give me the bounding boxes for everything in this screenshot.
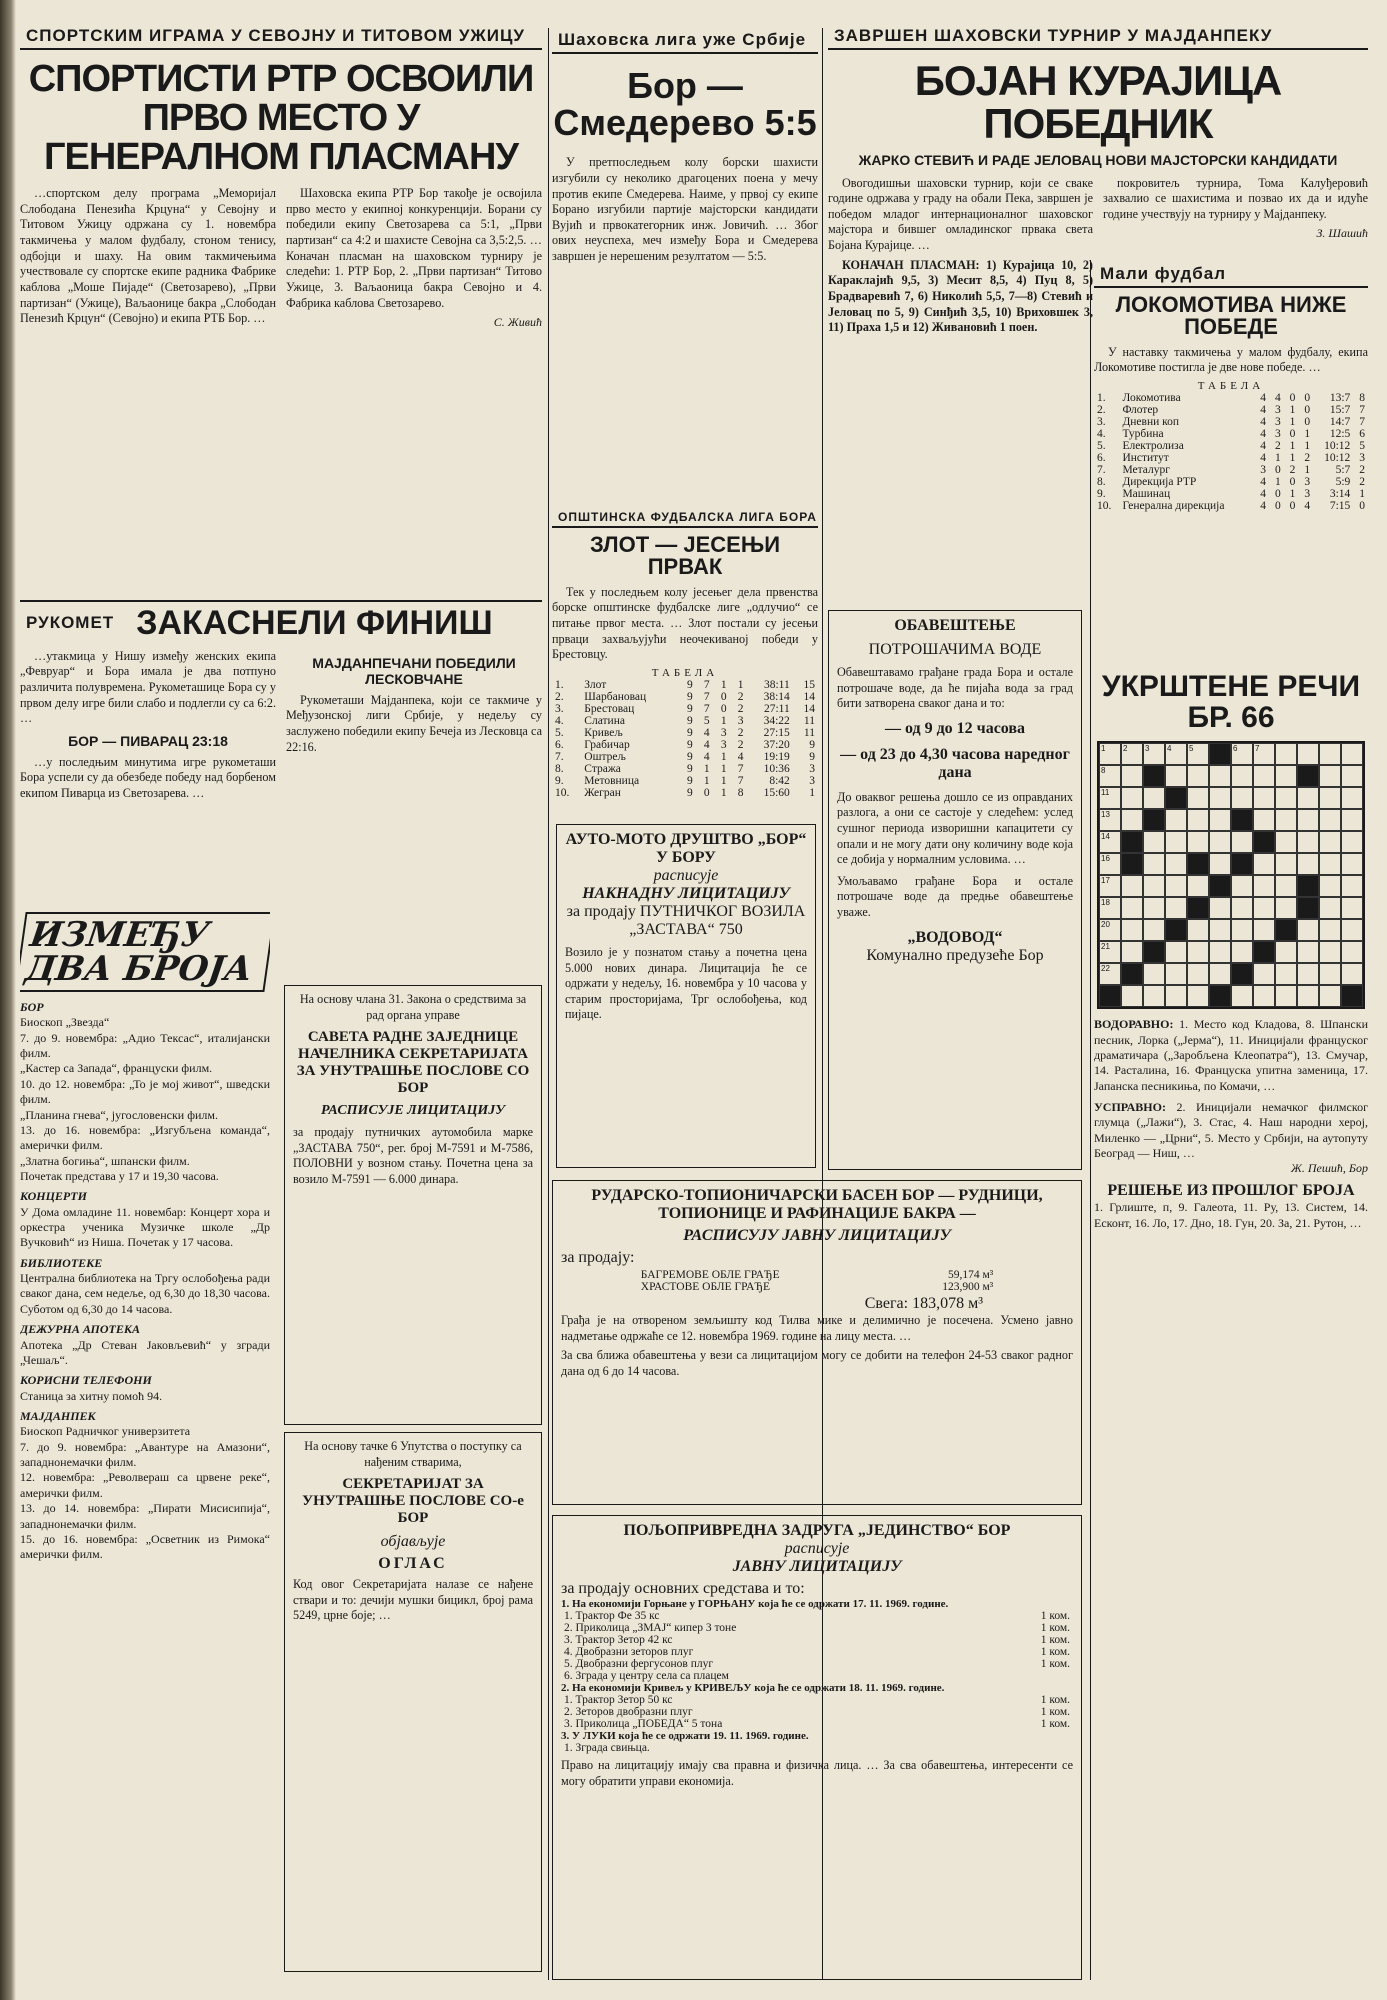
crossword-cell[interactable] (1319, 919, 1341, 941)
agri-kind: ЈАВНУ ЛИЦИТАЦИЈУ (732, 1558, 902, 1575)
crossword-cell[interactable] (1253, 919, 1275, 941)
minifootball-body: У наставку такмичења у малом фудбалу, екипа Локомотиве постигла је две нове победе. … (1094, 344, 1368, 375)
minifootball-article (1094, 262, 1368, 662)
crossword-across: ВОДОРАВНО: 1. Место код Кладова, 8. Шпански песник, Лорка („Јерма“), 11. Иницијали француског драматичара („Заробљена Клеопатра“), 13. Смучар, 14. Расталина, 16. Француска упитна заменица, 17. Јапанска песникиња, по Комачи, … (1094, 1017, 1368, 1093)
chess-league-kicker: Шаховска лига уже Србије (552, 28, 818, 54)
crossword-cell[interactable] (1319, 963, 1341, 985)
agri-title: ПОЉОПРИВРЕДНА ЗАДРУГА „ЈЕДИНСТВО“ БОР (623, 1522, 1011, 1539)
tournament-headline: БОЈАН КУРАЈИЦА ПОБЕДНИК (914, 57, 1282, 147)
crossword-cell[interactable] (1341, 853, 1363, 875)
mining-lead: за продају: (561, 1249, 635, 1266)
crossword-cell[interactable] (1341, 897, 1363, 919)
crossword-cell[interactable] (1297, 941, 1319, 963)
crossword-cell[interactable] (1341, 963, 1363, 985)
crossword-black-cell (1143, 809, 1165, 831)
crossword-black-cell (1253, 941, 1275, 963)
crossword-cell[interactable] (1341, 765, 1363, 787)
oglas-verb: објављује (380, 1533, 446, 1551)
crossword-cell[interactable] (1231, 765, 1253, 787)
crossword-cell[interactable] (1341, 941, 1363, 963)
crossword-cell[interactable] (1319, 875, 1341, 897)
crossword-cell[interactable] (1319, 809, 1341, 831)
listing-item: „Златна богиња“, шпански филм. (20, 1153, 190, 1168)
tournament-kicker: ЗАВРШЕН ШАХОВСКИ ТУРНИР У МАЈДАНПЕКУ (828, 24, 1368, 50)
crossword-black-cell (1187, 853, 1209, 875)
crossword-cell[interactable] (1231, 897, 1253, 919)
crossword-cell[interactable]: 18 (1099, 897, 1121, 919)
crossword-cell[interactable]: 22 (1099, 963, 1121, 985)
crossword-cell[interactable]: 6 (1231, 743, 1253, 765)
crossword-cell[interactable] (1165, 985, 1187, 1007)
mining-item: ХРАСТОВЕ ОБЛЕ ГРАЂЕ 123,900 м³ (640, 1281, 994, 1293)
agri-item: 6. Зграда у центру села са плацем (564, 1670, 729, 1682)
crossword-cell[interactable] (1231, 985, 1253, 1007)
crossword-cell[interactable] (1275, 897, 1297, 919)
crossword-cell[interactable] (1253, 985, 1275, 1007)
football-table-row: 7. Оштрељ 9 4 1 4 19:19 9 (555, 750, 815, 763)
handball-body2: …у последњим минутима игре рукометаши Бора успели су да обезбеде победу над борбеном екипом Пиварца из Светозарева. … (20, 754, 276, 800)
agri-body: Право на лицитацију имају сва правна и физичка лица. … За сва обавештења, интересенти се могу обратити управи економија. (561, 1758, 1073, 1788)
notice-time2: — од 23 до 4,30 часова наредног дана (840, 745, 1070, 781)
mining-body: Грађа је на отвореном земљишту код Тилва мике и делимично је посечена. Усмено јавно надметање одржаће се 12. новембра 1969. године на лицу места. … (561, 1313, 1073, 1343)
crossword-cell[interactable] (1187, 919, 1209, 941)
crossword-cell[interactable] (1209, 963, 1231, 985)
crossword-cell[interactable] (1275, 853, 1297, 875)
mining-item: БАГРЕМОВЕ ОБЛЕ ГРАЂЕ 59,174 м³ (640, 1269, 994, 1281)
listing-item: 13. до 16. новембра: „Изгубљена команда“, амерички филм. (20, 1122, 270, 1153)
crossword-cell[interactable] (1165, 831, 1187, 853)
listing-item: Станица за хитну помоћ 94. (20, 1388, 163, 1403)
crossword-cell[interactable] (1209, 897, 1231, 919)
crossword-cell[interactable]: 21 (1099, 941, 1121, 963)
agri-item: 1. Трактор Зетор 50 кс 1 ком. (564, 1694, 1070, 1706)
handball-subhead: МАЈДАНПЕЧАНИ ПОБЕДИЛИ ЛЕСКОВЧАНЕ (312, 654, 516, 687)
crossword-black-cell (1231, 853, 1253, 875)
crossword-cell[interactable] (1319, 743, 1341, 765)
auto-moto-object: за продају ПУТНИЧКОГ ВОЗИЛА „ЗАСТАВА“ 750 (566, 903, 806, 938)
chess-league-headline: Бор — Смедерево 5:5 (553, 65, 817, 143)
crossword-cell[interactable] (1209, 787, 1231, 809)
crossword-cell[interactable] (1165, 963, 1187, 985)
crossword-cell[interactable] (1143, 831, 1165, 853)
chess-league-article (552, 28, 818, 528)
crossword-cell[interactable] (1253, 963, 1275, 985)
football-table-title: ТАБЕЛА (651, 666, 719, 679)
crossword-cell[interactable] (1275, 831, 1297, 853)
minifootball-headline: ЛОКОМОТИВА НИЖЕ ПОБЕДЕ (1115, 292, 1347, 340)
agri-item: 2. Приколица „ЗМАЈ“ кипер 3 тоне 1 ком. (564, 1622, 1070, 1634)
crossword-black-cell (1165, 919, 1187, 941)
notice-org2: Комунално предузеће Бор (866, 946, 1044, 964)
minifootball-table-row: 9. Машинац 4 0 1 3 3:14 1 (1097, 488, 1365, 501)
notice-sub: ПОТРОШАЧИМА ВОДЕ (868, 641, 1042, 658)
notice-body3: Умољавамо грађане Бора и остале потрошаче воде да предње обавештење уваже. (837, 873, 1073, 920)
crossword-cell[interactable]: 4 (1165, 743, 1187, 765)
crossword-cell[interactable] (1143, 985, 1165, 1007)
crossword-cell[interactable] (1275, 963, 1297, 985)
crossword-black-cell (1341, 985, 1363, 1007)
minifootball-table-row: 3. Дневни коп 4 3 1 0 14:7 7 (1097, 416, 1365, 429)
crossword-cell[interactable] (1253, 809, 1275, 831)
crossword-cell[interactable] (1121, 787, 1143, 809)
football-table-row: 5. Кривељ 9 4 3 2 27:15 11 (555, 726, 815, 739)
crossword-black-cell (1187, 897, 1209, 919)
crossword-cell[interactable] (1275, 809, 1297, 831)
crossword-down: УСПРАВНО: 2. Иницијали немачког филмског глумца („Лажи“), 3. Стас, 4. Наш народни херој, Миленко — „Црни“, 5. Место у Србији, на аутопуту Београд — Ниш, … (1094, 1099, 1368, 1161)
secretariat-org: САВЕТА РАДНЕ ЗАЈЕДНИЦЕ НАЧЕЛНИКА СЕКРЕТАРИЈАТА ЗА УНУТРАШЊЕ ПОСЛОВЕ СО БОР (296, 1029, 530, 1097)
notice-time1: — од 9 до 12 часова (884, 719, 1026, 737)
crossword-cell[interactable] (1275, 743, 1297, 765)
crossword-cell[interactable]: 17 (1099, 875, 1121, 897)
agri-ad (552, 1515, 1082, 1980)
tournament-standings: КОНАЧАН ПЛАСМАН: 1) Курајица 10, 2) Караклајић 9,5, 3) Месит 8,5, 4) Пуц 8, 5) Брадваревић 7, 6) Николић 5,5, 7—8) Стевић и Јеловац по 5, 9) Синђић 3,5, 10) Вриховшек 3, 11) Праха 1,5 и 12) Живановић 1 поен. (828, 257, 1093, 335)
football-table-row: 2. Шарбановац 9 7 0 2 38:14 14 (555, 690, 815, 703)
crossword-solution: 1. Грлиште, п, 9. Галеота, 11. Ру, 13. Систем, 14. Есконт, 16. Ло, 17. Дно, 18. Гун, 20. За, 21. Рутон, … (1094, 1200, 1368, 1230)
crossword-cell[interactable] (1231, 831, 1253, 853)
minifootball-table-row: 10. Генерална дирекција 4 0 0 4 7:15 0 (1097, 500, 1365, 513)
crossword-cell[interactable] (1165, 941, 1187, 963)
crossword-cell[interactable] (1297, 809, 1319, 831)
mining-title: РУДАРСКО-ТОПИОНИЧАРСКИ БАСЕН БОР — РУДНИЦИ, ТОПИОНИЦЕ И РАФИНАЦИЈЕ БАКРА — (591, 1187, 1043, 1222)
crossword-cell[interactable]: 14 (1099, 831, 1121, 853)
crossword-cell[interactable] (1121, 941, 1143, 963)
crossword-black-cell (1209, 985, 1231, 1007)
football-table (552, 679, 818, 799)
crossword-cell[interactable] (1143, 853, 1165, 875)
crossword-black-cell (1121, 853, 1143, 875)
listing-item: БИБЛИОТЕКЕ (20, 1255, 103, 1270)
auto-moto-sub: расписује (653, 867, 719, 884)
mining-body2: За сва ближа обавештења у вези са лицитацијом могу се добити на телефон 24-53 сваког радног дана од 6 до 14 часова. (561, 1348, 1073, 1378)
crossword-cell[interactable]: 3 (1143, 743, 1165, 765)
listing-item: Биоскоп Радничког универзитета (20, 1424, 191, 1439)
listing-item: ДЕЖУРНА АПОТЕКА (20, 1322, 141, 1337)
chess-league-body: У претпоследњем колу борски шахисти изгубили су неколико драгоцених поена у мечу против екипе Смедерева. Наиме, у првој су екипе Борано изгубили партије мајсторски кандидати Вујић и првокатегорник инж. Јовичић. … Због ових неуспеха, меч између Бора и Смедерева завршен је нерешеним резултатом — 5:5. (552, 155, 818, 264)
handball-kicker: РУКОМЕТ (26, 613, 115, 633)
crossword-cell[interactable] (1165, 875, 1187, 897)
crossword-black-cell (1209, 743, 1231, 765)
crossword-cell[interactable] (1319, 831, 1341, 853)
crossword-cell[interactable] (1187, 809, 1209, 831)
agri-sec3: 3. У ЛУКИ која ће се одржати 19. 11. 1969. године. (561, 1730, 809, 1742)
crossword-cell[interactable] (1231, 941, 1253, 963)
crossword-cell[interactable] (1319, 787, 1341, 809)
agri-verb: расписује (784, 1540, 850, 1557)
crossword-cell[interactable] (1187, 963, 1209, 985)
mining-total: 183,078 м³ (912, 1295, 983, 1312)
crossword-cell[interactable] (1209, 831, 1231, 853)
crossword-signature: Ж. Пешић, Бор (1290, 1161, 1368, 1176)
crossword-cell[interactable] (1297, 831, 1319, 853)
crossword-cell[interactable] (1297, 853, 1319, 875)
crossword-cell[interactable] (1187, 985, 1209, 1007)
football-table-row: 4. Слатина 9 5 1 3 34:22 11 (555, 714, 815, 727)
crossword-cell[interactable] (1297, 963, 1319, 985)
crossword-cell[interactable] (1121, 985, 1143, 1007)
football-table-row: 10. Жегран 9 0 1 8 15:60 1 (555, 786, 815, 799)
sports-body-right: Шаховска екипа РТР Бор такође је освојила прво место у екипној конкуренцији. Борани су победили екипу Светозарева са 5:1, „Први партизан“ са 4:2 и шахисте Севојна са 3,5:2,5. … Коначан пласман на шаховском турниру је следећи: 1. РТР Бор, 2. „Први партизан“ Титово Ужице, 3. Ваљаоница бакра Севојно и 4. Фабрика каблова Светозарево. С. Живић (286, 186, 542, 330)
crossword-cell[interactable] (1143, 963, 1165, 985)
crossword-black-cell (1231, 963, 1253, 985)
secretariat-intro: На основу члана 31. Закона о средствима за рад органа управе (299, 992, 527, 1022)
crossword-cell[interactable] (1341, 743, 1363, 765)
crossword-black-cell (1099, 985, 1121, 1007)
oglas-org: СЕКРЕТАРИЈАТ ЗА УНУТРАШЊЕ ПОСЛОВЕ СО-е БОР (302, 1476, 524, 1527)
crossword-cell[interactable] (1121, 765, 1143, 787)
crossword-cell[interactable] (1143, 787, 1165, 809)
agri-item: 2. Зеторов двобразни плуг 1 ком. (564, 1706, 1070, 1718)
agri-item: 1. Зграда свињца. (564, 1742, 650, 1754)
crossword-black-cell (1297, 765, 1319, 787)
sports-kicker: СПОРТСКИМ ИГРАМА У СЕВОЈНУ И ТИТОВОМ УЖИЦУ (20, 24, 542, 50)
tournament-body: Овогодишњи шаховски турнир, који се сваке године одржава у граду на обали Пека, завршен је победом младог интернационалног шаховског мајстора и бившег омладинског првака света Бојана Курајице. … (828, 175, 1093, 253)
mining-ad (552, 1180, 1082, 1505)
football-article (552, 508, 818, 818)
crossword-cell[interactable] (1121, 919, 1143, 941)
crossword-cell[interactable] (1231, 919, 1253, 941)
agri-item: 3. Приколица „ПОБЕДА“ 5 тона 1 ком. (564, 1718, 1070, 1730)
listing-item: 7. до 9. новембра: „Адио Тексас“, италијански филм. (20, 1030, 270, 1061)
listing-item: „Планина гнева“, југословенски филм. (20, 1107, 218, 1122)
notice-title: ОБАВЕШТЕЊЕ (894, 617, 1016, 634)
crossword-cell[interactable]: 13 (1099, 809, 1121, 831)
minifootball-kicker: Мали фудбал (1094, 262, 1368, 288)
oglas-body: Код овог Секретаријата налазе се нађене ствари и то: дечији мушки бицикл, број рама 5249, црне боје; … (293, 1577, 533, 1623)
listing-item: БОР (20, 1000, 44, 1014)
crossword-cell[interactable] (1275, 875, 1297, 897)
mining-kind: РАСПИСУЈУ ЈАВНУ ЛИЦИТАЦИЈУ (683, 1227, 951, 1244)
crossword-black-cell (1121, 831, 1143, 853)
minifootball-table-row: 7. Металург 3 0 2 1 5:7 2 (1097, 464, 1365, 477)
handball-body: …утакмица у Нишу између женских екипа „Февруар“ и Бора имала је два потпуно различита полувремена. Рукометашице Бора су у првом делу игре били слабо и подлегли су са 6:2. … (20, 648, 276, 726)
listing-item: Централна библиотека на Тргу ослобођења ради сваког дана, сем недеље, од 6,30 до 18,30 часова. Суботом од 6,30 до 14 часова. (20, 1271, 270, 1316)
listing-item: „Кастер са Запада“, француски филм. (20, 1061, 213, 1076)
listing-item: Почетак представа у 17 и 19,30 часова. (20, 1168, 219, 1183)
listing-item: 10. до 12. новембра: „То је мој живот“, шведски филм. (20, 1076, 270, 1107)
crossword-cell[interactable] (1143, 875, 1165, 897)
crossword-cell[interactable] (1187, 875, 1209, 897)
crossword-black-cell (1231, 809, 1253, 831)
sports-headline: СПОРТИСТИ РТР ОСВОИЛИ ПРВО МЕСТО У ГЕНЕРАЛНОМ ПЛАСМАНУ (28, 58, 534, 178)
listing-item: 12. новембра: „Револвераш са црвене реке“, амерички филм. (20, 1470, 270, 1500)
minifootball-table (1094, 392, 1368, 512)
minifootball-table-row: 5. Електролиза 4 2 1 1 10:12 5 (1097, 440, 1365, 453)
auto-moto-ad (556, 824, 816, 1168)
oglas-title: ОГЛАС (378, 1555, 448, 1573)
crossword-solution-title: РЕШЕЊЕ ИЗ ПРОШЛОГ БРОЈА (1107, 1182, 1355, 1200)
crossword-cell[interactable] (1187, 941, 1209, 963)
crossword-cell[interactable] (1187, 787, 1209, 809)
listings-column (20, 912, 270, 1982)
crossword-grid[interactable] (1097, 741, 1365, 1009)
crossword-black-cell (1143, 941, 1165, 963)
listing-item: Апотека „Др Стеван Јаковљевић“ у згради „Чешаљ“. (20, 1337, 270, 1367)
crossword-black-cell (1121, 963, 1143, 985)
crossword-cell[interactable] (1209, 809, 1231, 831)
crossword-cell[interactable] (1165, 897, 1187, 919)
notice-body: Обавештавамо грађане града Бора и остале потрошаче воде, да ће пијаћа вода за град бити затворена сваког дана и то: (837, 665, 1073, 711)
crossword-cell[interactable] (1253, 787, 1275, 809)
crossword-cell[interactable] (1275, 787, 1297, 809)
crossword-cell[interactable] (1165, 809, 1187, 831)
listing-item: 7. до 9. новембра: „Авантуре на Амазони“, западнонемачки филм. (20, 1439, 270, 1470)
listing-item: Биоскоп „Звезда“ (20, 1015, 110, 1030)
crossword-cell[interactable] (1187, 765, 1209, 787)
crossword-cell[interactable] (1275, 765, 1297, 787)
crossword-black-cell (1253, 831, 1275, 853)
crossword-cell[interactable] (1297, 985, 1319, 1007)
crossword-black-cell (1209, 875, 1231, 897)
crossword-cell[interactable] (1209, 941, 1231, 963)
column-rule (548, 28, 549, 1980)
agri-lead: за продају основних средстава и то: (561, 1580, 805, 1597)
notice-body2: До оваквог решења дошло се из оправданих разлога, а они се састоје у следећем: услед сушног периода изворишни капацитети су опали и не могу дати ону количину воде која се добија у нормалним условима. … (837, 789, 1073, 867)
football-body: Тек у последњем колу јесењег дела првенства борске општинске фудбалске лиге „одлучио“ се питање првог места. … Злот постали су јесењи прваци захваљујући неочекиваној победи у Брестовцу. (552, 584, 818, 662)
crossword-cell[interactable] (1121, 809, 1143, 831)
listing-item: 15. до 16. новембра: „Осветник из Римока“ амерички филм. (20, 1531, 270, 1562)
crossword-cell[interactable] (1231, 787, 1253, 809)
secretariat-ad (284, 985, 542, 1425)
football-table-row: 1. Злот 9 7 1 1 38:11 15 (555, 678, 815, 691)
crossword-cell[interactable]: 2 (1121, 743, 1143, 765)
crossword-cell[interactable] (1231, 875, 1253, 897)
agri-item: 1. Трактор Фе 35 кс 1 ком. (564, 1610, 1070, 1622)
crossword-cell[interactable] (1319, 985, 1341, 1007)
minifootball-table-row: 1. Локомотива 4 4 0 0 13:7 8 (1097, 392, 1365, 405)
crossword-cell[interactable] (1209, 919, 1231, 941)
minifootball-table-row: 2. Флотер 4 3 1 0 15:7 7 (1097, 404, 1365, 417)
minifootball-table-row: 8. Дирекција РТР 4 1 0 3 5:9 2 (1097, 476, 1365, 489)
crossword-cell[interactable] (1319, 853, 1341, 875)
tournament-signature: З. Шашић (1316, 226, 1368, 241)
minifootball-table-title: ТАБЕЛА (1197, 380, 1265, 393)
crossword-cell[interactable] (1341, 787, 1363, 809)
binding-edge (0, 0, 16, 2000)
crossword-cell[interactable] (1143, 919, 1165, 941)
auto-moto-kind: НАКНАДНУ ЛИЦИТАЦИЈУ (582, 885, 790, 902)
auto-moto-body: Возило је у познатом стању а почетна цена 5.000 нових динара. Лицитација ће се одржати у недељу, 16. новембра у 10 часова у старим просторијама, Трг ослобођења, код пијаце. (565, 945, 807, 1022)
crossword-cell[interactable] (1253, 765, 1275, 787)
crossword-cell[interactable] (1341, 809, 1363, 831)
crossword-cell[interactable] (1209, 765, 1231, 787)
crossword-cell[interactable] (1297, 787, 1319, 809)
listing-item: МАЈДАНПЕК (20, 1408, 96, 1423)
agri-table2 (561, 1694, 1073, 1730)
crossword-black-cell (1275, 919, 1297, 941)
football-table-row: 3. Брестовац 9 7 0 2 27:11 14 (555, 702, 815, 715)
football-table-row: 8. Стража 9 1 1 7 10:36 3 (555, 762, 815, 775)
minifootball-table-row: 4. Турбина 4 3 0 1 12:5 6 (1097, 428, 1365, 441)
crossword-cell[interactable] (1275, 985, 1297, 1007)
sports-article (20, 24, 542, 614)
handball-body3: Рукометаши Мајданпека, који се такмиче у Међузонској лиги Србије, у недељу су заслужено победили екипу Бечеја из Лесковца са 22:16. (286, 692, 542, 754)
agri-sec1: 1. На економији Горњане у ГОРЊАНУ која ће се одржати 17. 11. 1969. године. (561, 1598, 949, 1610)
notice-org: „ВОДОВОД“ (907, 928, 1003, 946)
mining-table (638, 1269, 996, 1293)
crossword-cell[interactable]: 11 (1099, 787, 1121, 809)
crossword-cell[interactable] (1297, 743, 1319, 765)
agri-table1 (561, 1610, 1073, 1682)
crossword-cell[interactable] (1187, 831, 1209, 853)
crossword-cell[interactable] (1121, 897, 1143, 919)
agri-table3 (561, 1742, 1073, 1754)
football-headline: ЗЛОТ — ЈЕСЕЊИ ПРВАК (589, 532, 781, 580)
crossword-cell[interactable] (1209, 853, 1231, 875)
oglas-intro: На основу тачке 6 Упутства о поступку са нађеним стварима, (304, 1439, 522, 1469)
crossword-cell[interactable] (1341, 831, 1363, 853)
crossword-cell[interactable]: 5 (1187, 743, 1209, 765)
crossword-cell[interactable]: 16 (1099, 853, 1121, 875)
oglas-ad (284, 1432, 542, 1972)
crossword-cell[interactable] (1165, 765, 1187, 787)
agri-item: 4. Двобразни зеторов плуг 1 ком. (564, 1646, 1070, 1658)
listings-title: ИЗМЕЂУ ДВА БРОЈА (20, 912, 270, 992)
crossword-cell[interactable] (1319, 765, 1341, 787)
football-kicker: ОПШТИНСКА ФУДБАЛСКА ЛИГА БОРА (552, 508, 818, 528)
crossword-cell[interactable] (1297, 919, 1319, 941)
crossword-cell[interactable] (1319, 897, 1341, 919)
crossword-cell[interactable] (1253, 897, 1275, 919)
secretariat-body: за продају путничких аутомобила марке „ЗАСТАВА 750“, рег. број М-7591 и М-7586, ПОЛОВНИ у возном стању. Почетна цена за возило М-7591 — 6.000 динара. (293, 1125, 533, 1187)
crossword-cell[interactable] (1253, 875, 1275, 897)
listings-body (20, 1000, 270, 1563)
crossword-cell[interactable]: 1 (1099, 743, 1121, 765)
sports-signature: С. Живић (493, 315, 542, 330)
crossword-cell[interactable]: 20 (1099, 919, 1121, 941)
crossword-black-cell (1143, 765, 1165, 787)
tournament-body2: покровитељ турнира, Тома Калуђеровић захвалио се шахистима и позвао их да и идуће године учествују на турниру у Мајданпеку. (1103, 175, 1368, 221)
football-table-row: 6. Грабичар 9 4 3 2 37:20 9 (555, 738, 815, 751)
tournament-sub: ЖАРКО СТЕВИЋ И РАДЕ ЈЕЛОВАЦ НОВИ МАЈСТОРСКИ КАНДИДАТИ (858, 151, 1338, 168)
crossword-black-cell (1165, 787, 1187, 809)
handball-result: БОР — ПИВАРАЦ 23:18 (68, 732, 228, 749)
secretariat-kind: РАСПИСУЈЕ ЛИЦИТАЦИЈУ (321, 1103, 505, 1119)
crossword-cell[interactable] (1253, 853, 1275, 875)
crossword-cell[interactable] (1341, 875, 1363, 897)
crossword-cell[interactable] (1143, 897, 1165, 919)
agri-sec2: 2. На економији Кривељ у КРИВЕЉУ која ће се одржати 18. 11. 1969. године. (561, 1682, 945, 1694)
listing-item: КОНЦЕРТИ (20, 1189, 87, 1204)
mining-total-label: Свега: (864, 1295, 909, 1312)
water-notice (828, 610, 1082, 1170)
crossword-cell[interactable] (1275, 941, 1297, 963)
crossword-cell[interactable] (1121, 875, 1143, 897)
crossword-cell[interactable]: 7 (1253, 743, 1275, 765)
auto-moto-title: АУТО-МОТО ДРУШТВО „БОР“ У БОРУ (565, 831, 807, 866)
crossword-black-cell (1297, 897, 1319, 919)
football-table-row: 9. Метовница 9 1 1 7 8:42 3 (555, 774, 815, 787)
crossword-cell[interactable] (1165, 853, 1187, 875)
sports-body-left: …спортском делу програма „Меморијал Слободана Пенезића Крцуна“ у Севојну и Титовом Ужицу одржана су 1. новембра такмичења у малом фудбалу, стоном тенису, одбојци и шаху. На овим такмичењима учествовале су спортске екипе радника Фабрике каблова „Моше Пијаде“ (Светозарево), „Први партизан“ (Ужице), Ваљаонице бакра „Слободан Пенезић Крцун“ (Севојно) и екипа РТБ Бор. … (20, 186, 276, 326)
agri-item: 3. Трактор Зетор 42 кс 1 ком. (564, 1634, 1070, 1646)
listing-item: У Дома омладине 11. новембар: Концерт хора и оркестра ученика Музичке школе „Др Вучковић“ из Ниша. Почетак у 17 часова. (20, 1204, 270, 1250)
crossword-cell[interactable] (1319, 941, 1341, 963)
handball-headline: ЗАКАСНЕЛИ ФИНИШ (136, 604, 493, 642)
minifootball-table-row: 6. Институт 4 1 1 2 10:12 3 (1097, 452, 1365, 465)
listing-item: КОРИСНИ ТЕЛЕФОНИ (20, 1373, 152, 1388)
crossword-cell[interactable] (1341, 919, 1363, 941)
crossword-section (1094, 672, 1368, 1982)
handball-article (20, 600, 542, 900)
agri-item: 5. Двобразни фергусонов плуг 1 ком. (564, 1658, 1070, 1670)
crossword-cell[interactable]: 8 (1099, 765, 1121, 787)
crossword-black-cell (1297, 875, 1319, 897)
crossword-title: УКРШТЕНЕ РЕЧИ БР. 66 (1101, 672, 1361, 734)
listing-item: 13. до 14. новембра: „Пирати Мисисипија“, западнонемачки филм. (20, 1501, 270, 1531)
